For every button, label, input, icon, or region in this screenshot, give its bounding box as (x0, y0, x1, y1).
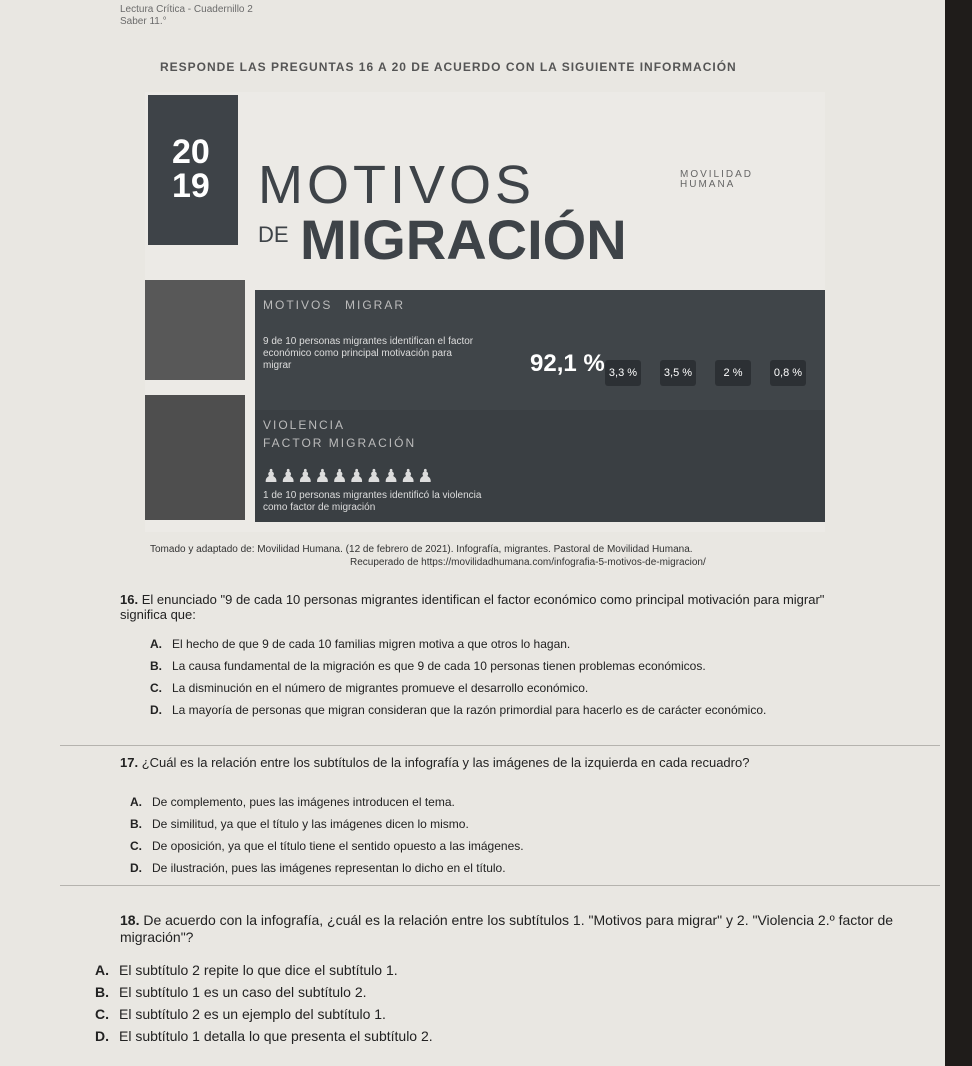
header-grade: Saber 11.° (120, 16, 167, 27)
option-18a[interactable] (95, 962, 795, 978)
option-text: El subtítulo 2 es un ejemplo del subtítulo 1. (119, 1006, 386, 1022)
section-motivos (255, 290, 825, 425)
question-number: 18. (120, 912, 140, 928)
option-text: El subtítulo 1 detalla lo que presenta el subtítulo 2. (119, 1028, 433, 1044)
people-icons: ♟♟♟♟♟♟♟♟♟♟ (263, 466, 435, 486)
infographic-title-de: DE (258, 222, 289, 247)
option-letter: B. (130, 817, 142, 831)
question-number: 17. (120, 755, 139, 770)
infographic-year (148, 95, 238, 245)
section2-text: 1 de 10 personas migrantes identificó la violencia como factor de migración (263, 490, 482, 513)
option-letter: C. (150, 681, 162, 695)
section1-text: 9 de 10 personas migrantes identifican el factor económico como principal motivación para migrar (263, 336, 474, 371)
question-16 (120, 592, 850, 622)
movilidad-logo: MOVILIDAD HUMANA (680, 169, 754, 190)
source-line1: Tomado y adaptado de: Movilidad Humana. (12 de febrero de 2021). Infografía, migrantes. Pastoral de Movilidad Humana. (150, 544, 693, 555)
infographic-title-migracion: MIGRACIÓN (300, 208, 627, 271)
instructions: RESPONDE LAS PREGUNTAS 16 A 20 DE ACUERDO CON LA SIGUIENTE INFORMACIÓN (160, 60, 737, 74)
question-number: 16. (120, 592, 139, 607)
option-text: El subtítulo 2 repite lo que dice el subtítulo 1. (119, 962, 398, 978)
option-letter: D. (150, 703, 162, 717)
pct-badge: 3,3 % (605, 360, 641, 386)
question-18 (120, 912, 920, 946)
violence-photo (145, 395, 245, 520)
section1-title: MOTIVOS (263, 298, 333, 312)
option-18d[interactable] (95, 1028, 795, 1044)
option-text: El subtítulo 1 es un caso del subtítulo 2. (119, 984, 367, 1000)
option-text: De ilustración, pues las imágenes representan lo dicho en el título. (152, 861, 506, 875)
option-letter: D. (130, 861, 142, 875)
question-17 (120, 755, 920, 770)
option-16c[interactable] (150, 681, 850, 695)
option-text: De complemento, pues las imágenes introducen el tema. (152, 795, 455, 809)
divider (60, 885, 940, 886)
section2-title: VIOLENCIA (263, 418, 346, 432)
option-text: La disminución en el número de migrantes promueve el desarrollo económico. (172, 681, 589, 695)
infographic-title-motivos: MOTIVOS (258, 155, 536, 215)
option-letter: A. (150, 637, 162, 651)
question-text: ¿Cuál es la relación entre los subtítulos de la infografía y las imágenes de la izquierda en cada recuadro? (141, 755, 750, 770)
pct-badge: 3,5 % (660, 360, 696, 386)
page-header (120, 4, 253, 28)
source-line2: Recuperado de https://movilidadhumana.com/infografia-5-motivos-de-migracion/ (350, 557, 706, 568)
option-letter: A. (95, 962, 109, 978)
option-text: El hecho de que 9 de cada 10 familias migren motiva a que otros lo hagan. (172, 637, 571, 651)
option-16b[interactable] (150, 659, 850, 673)
pct-badge: 2 % (715, 360, 751, 386)
divider (60, 745, 940, 746)
option-18c[interactable] (95, 1006, 795, 1022)
section2-subtitle: FACTOR MIGRACIÓN (263, 436, 417, 450)
option-17d[interactable] (130, 861, 830, 875)
option-18b[interactable] (95, 984, 795, 1000)
option-text: De similitud, ya que el título y las imágenes dicen lo mismo. (152, 817, 469, 831)
option-letter: C. (95, 1006, 109, 1022)
section1-subtitle: MIGRAR (345, 298, 405, 312)
option-16a[interactable] (150, 637, 850, 651)
option-letter: D. (95, 1028, 109, 1044)
option-letter: C. (130, 839, 142, 853)
option-17a[interactable] (130, 795, 830, 809)
option-letter: B. (95, 984, 109, 1000)
option-17c[interactable] (130, 839, 830, 853)
option-text: La causa fundamental de la migración es que 9 de cada 10 personas tienen problemas económicos. (172, 659, 706, 673)
option-16d[interactable] (150, 703, 850, 717)
option-17b[interactable] (130, 817, 830, 831)
section-violencia (255, 410, 825, 522)
option-letter: A. (130, 795, 142, 809)
year-bottom: 19 (172, 167, 210, 205)
migrants-photo (145, 280, 245, 380)
pct-badge: 0,8 % (770, 360, 806, 386)
option-text: De oposición, ya que el título tiene el sentido opuesto a las imágenes. (152, 839, 524, 853)
header-subject: Lectura Crítica - Cuadernillo 2 (120, 4, 253, 15)
year-top: 20 (172, 133, 210, 171)
source-citation (150, 543, 706, 569)
option-letter: B. (150, 659, 162, 673)
question-text: El enunciado "9 de cada 10 personas migrantes identifican el factor económico como principal motivación para migrar" significa que: (120, 592, 825, 622)
question-text: De acuerdo con la infografía, ¿cuál es la relación entre los subtítulos 1. "Motivos para migrar" y 2. "Violencia 2.º factor de migración"? (120, 912, 894, 945)
economic-percentage: 92,1 % (530, 350, 605, 377)
option-text: La mayoría de personas que migran consideran que la razón primordial para hacerlo es de carácter económico. (172, 703, 767, 717)
